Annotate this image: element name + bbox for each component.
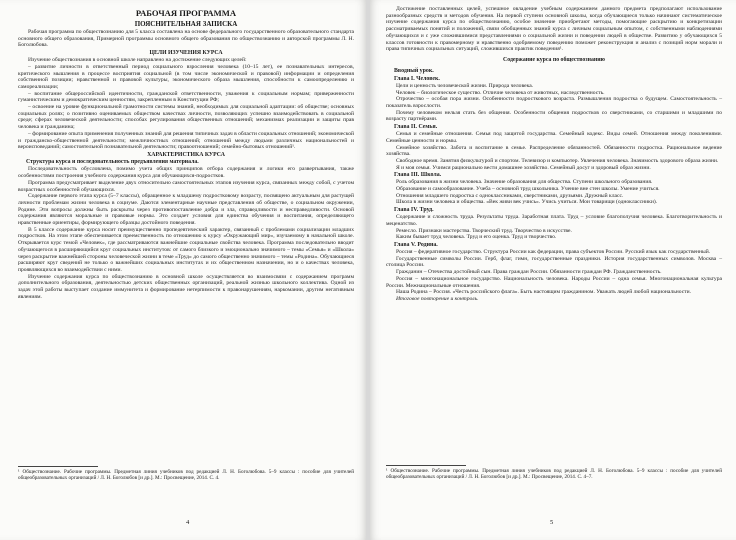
goals-heading: ЦЕЛИ ИЗУЧЕНИЯ КУРСА	[149, 50, 223, 57]
chapter-paragraph: Каким бывает труд человека. Труд и его оценка. Труд и творчество.	[396, 234, 557, 241]
explanatory-note-heading: ПОЯСНИТЕЛЬНАЯ ЗАПИСКА	[134, 20, 238, 28]
goal-item: – воспитание общероссийской идентичности, гражданской ответственности, уважения к социальным нормам; приверженности гуманистическим и демократическим ценностям, закрепленным в Конституции РФ;	[18, 90, 354, 104]
chapter-title: Глава II. Семья.	[394, 124, 438, 131]
chapter-paragraph: Семья и семейные отношения. Семья под защитой государства. Семейный кодекс. Виды семей. Отношения между поколениями. Семейные ценности и нормы.	[386, 131, 722, 144]
chapter-paragraph: Отрочество – особая пора жизни. Особенности подросткового возраста. Размышления подростка о будущем. Самостоятельность – показатель взрослости.	[386, 96, 722, 110]
chapter-paragraph: Содержание и сложность труда. Результаты труда. Заработная плата. Труд – условие благополучия человека. Благотворительность и меценатство.	[386, 214, 722, 227]
intro-paragraph: Рабочая программа по обществознанию для 5 класса составлена на основе федерального государственного образовательного стандарта основного общего образования, Примерной программы основного общего образования по обществознанию и авторской программы Л. Н. Боголюбова.	[18, 29, 354, 49]
final-review-line: Итоговое повторение и контроль.	[396, 295, 479, 302]
course-content-heading: Содержание курса по обществознанию	[503, 56, 605, 63]
chapter-paragraph: Цели и ценность человеческой жизни. Природа человека.	[396, 82, 534, 89]
footnote-divider	[18, 466, 98, 467]
goal-item: – формирование опыта применения полученных знаний для решения типичных задач в области социальных отношений; экономической и гражданско-общественной деятельности; межличностных отношений; отношений между людьми различных национальностей и вероисповеданий; самостоятельной познавательной деятельности; правоотношений; семейно-бытовых отношений¹.	[18, 130, 354, 151]
right-page-content	[386, 6, 722, 303]
chapter-paragraph: Роль образования в жизни человека. Значение образования для общества. Ступени школьного образования.	[396, 179, 653, 186]
chapter-paragraph: Семейное хозяйство. Забота и воспитание в семье. Распределение обязанностей. Обязанности подростка. Рациональное ведение хозяйства.	[386, 144, 722, 158]
chapter-paragraph: Россия – федеративное государство. Структура России как федерации, права субъектов России. Русский язык как государственный.	[396, 248, 711, 255]
chapter-paragraph: Школа в жизни человека и общества. «Век живи век учись». Учись учиться. Мои товарищи (одноклассники).	[396, 199, 658, 206]
left-page	[0, 0, 366, 540]
body-paragraph: Последовательность обусловлена, помимо учета общих принципов отбора содержания и логики его развертывания, также особенностями построения учебного содержания курса для обучающихся-подростков.	[18, 166, 354, 180]
chapter-paragraph: Образование и самообразование. Учеба – основной труд школьника. Учение вне стен школы. Умение учиться.	[396, 186, 660, 193]
chapter-title: Глава I. Человек.	[394, 75, 440, 82]
course-characteristics-heading: ХАРАКТЕРИСТИКА КУРСА	[147, 151, 225, 158]
page-number: 5	[550, 519, 554, 526]
chapter-paragraph: Отношения младшего подростка с одноклассниками, сверстниками, друзьями. Дружный класс.	[396, 192, 624, 199]
footnote-divider	[386, 465, 466, 466]
body-paragraph: Программа предусматривает выделение двух относительно самостоятельных этапов изучения курса, связанных между собой, с учетом возрастных особенностей обучающихся.	[18, 179, 354, 193]
chapter-paragraph: Гражданин – Отечества достойный сын. Права граждан России. Обязанности граждан РФ. Гражданственность.	[396, 269, 662, 276]
chapter-paragraph: Человек – биологическое существо. Отличие человека от животных, наследственность.	[396, 89, 605, 96]
chapter-paragraph: Ремесло. Признаки мастерства. Творческий труд. Творчество в искусстве.	[396, 227, 572, 234]
body-paragraph: Изучение содержания курса по обществознанию в основной школе осуществляется во взаимосвязи с содержанием программ дополнительного образования, деятельностью детских общественных организаций, реальной жизнью школьного коллектива. Одной из задач этой работы выступает создание иммунитета и формирование нетерпимости к правонарушениям, наркомании, другим негативным явлениям.	[18, 273, 354, 300]
program-title: РАБОЧАЯ ПРОГРАММА	[135, 8, 237, 18]
chapter-paragraph: Государственные символы России. Герб, флаг, гимн, государственные праздники. История государственных символов. Москва – столица России.	[386, 255, 722, 269]
chapter-paragraph: Я и моя семья. Учимся рационально вести домашнее хозяйство. Семейный досуг и здоровый образ жизни.	[396, 164, 651, 171]
intro-lesson: Вводный урок.	[394, 67, 434, 74]
page-number: 4	[186, 519, 190, 526]
opening-paragraph: Достижение поставленных целей, успешное овладение учебным содержанием данного предмета предполагают использование разнообразных средств и методов обучения. На первой ступени основной школы, когда обучающиеся только начинают систематическое изучение содержания курса по обществознанию, особое значение приобретают методы, помогающие раскрытию и конкретизации рассматриваемых понятий и положений, связи обобщенных знаний курса с личным социальным опытом, с собственными наблюдениями обучающихся и с уже сложившимися представлениями о социальной жизни и поведении людей в обществе. Развитию у обучающихся 5 классов готовности к правомерному и нравственно одобряемому поведению поможет реконструкция и анализ с позиций норм морали и права типичных социальных ситуаций, сложившихся практик поведения¹.	[386, 6, 722, 53]
chapter-title: Глава V. Родина.	[394, 241, 438, 248]
goal-item: – развитие личности в ответственный период социального взросления человека (10–15 лет), ее познавательных интересов, критического мышления в процессе восприятия социальной (в том числе экономической и правовой) информации и определения собственной позиции; нравственной и правовой культуры, экономического образа мышления, способности к самоопределению и самореализации;	[18, 63, 354, 90]
right-page	[370, 0, 736, 540]
structure-heading: Структура курса и последовательность предъявления материала.	[26, 158, 199, 165]
left-page-content	[18, 8, 354, 301]
footnote: ¹ Обществознание. Рабочие программы. Предметная линия учебников под редакцией Л. Н. Боголюбова. 5–9 классы : пособие для учителей общеобразовательных организаций / Л. Н. Боголюбов [и др.]. М.: Просвещение, 2014. С. 4–7.	[386, 468, 722, 481]
goal-item: – освоение на уровне функциональной грамотности системы знаний, необходимых для социальной адаптации: об обществе; основных социальных ролях; о позитивно оцениваемых обществом качествах личности, позволяющих успешно взаимодействовать в социальной среде; сферах человеческой деятельности; способах регулирования общественных отношений; механизмах реализации и защиты прав человека и гражданина;	[18, 104, 354, 131]
footnote: ¹ Обществознание. Рабочие программы. Предметная линия учебников под редакцией Л. Н. Боголюбова. 5–9 классы : пособие для учителей общеобразовательных организаций / Л. Н. Боголюбов [и др.]. М.: Просвещение, 2014. С. 4.	[18, 469, 354, 482]
chapter-paragraph: Почему человеком нельзя стать без общения. Особенности общения подростков со сверстниками, со старшими и младшими по возрасту партнёрами.	[386, 109, 722, 123]
chapter-title: Глава IV. Труд.	[394, 207, 434, 214]
chapter-title: Глава III. Школа.	[394, 172, 442, 179]
chapter-paragraph: Россия – многонациональное государство. Национальность человека. Народы России – одна семья. Многонациональная культура России. Межнациональные отношения.	[386, 275, 722, 289]
body-paragraph: В 5 классе содержание курса носит преимущественно пропедевтический характер, связанный с проблемами социализации младших подростков. На этом этапе обеспечивается преемственность по отношению к курсу «Окружающий мир», изучаемому в начальной школе. Открывается курс темой «Человек», где рассматриваются важнейшие социальные свойства человека. Программа последовательно вводит обучающегося в расширяющийся круг социальных институтов: от самого близкого и эмоционально значимого – темы «Семья» и «Школа» через раскрытие важнейшей стороны человеческой жизни в теме «Труд» до самого общественно значимого – темы «Родина». Обучающиеся расширяют круг сведений не только о важнейших социальных институтах и их общественном назначении, но и о качествах человека, проявляющихся во взаимодействии с ними.	[18, 226, 354, 273]
body-paragraph: Содержание первого этапа курса (5–7 классы), обращенное к младшему подростковому возрасту, посвящено актуальным для растущей личности проблемам жизни человека в социуме. Даются элементарные научные представления об обществе, о социальном окружении, Родине. Эти вопросы должны быть раскрыты через противопоставление добра и зла, справедливости и несправедливости. Основой содержания являются моральные и правовые нормы. Это создает условия для единства обучения и воспитания, определяющего нравственные ориентиры, формирующего образцы достойного поведения.	[18, 193, 354, 227]
chapter-paragraph: Свободное время. Занятия физкультурой и спортом. Телевизор и компьютер. Увлечения человека. Значимость здорового образа жизни.	[396, 157, 719, 164]
goals-intro: Изучение обществознания в основной школе направлено на достижение следующих целей:	[28, 57, 247, 64]
chapter-paragraph: Наша Родина – Россия. «Честь российского флага». Быть настоящим гражданином. Уважать людей любой национальности.	[396, 289, 692, 296]
